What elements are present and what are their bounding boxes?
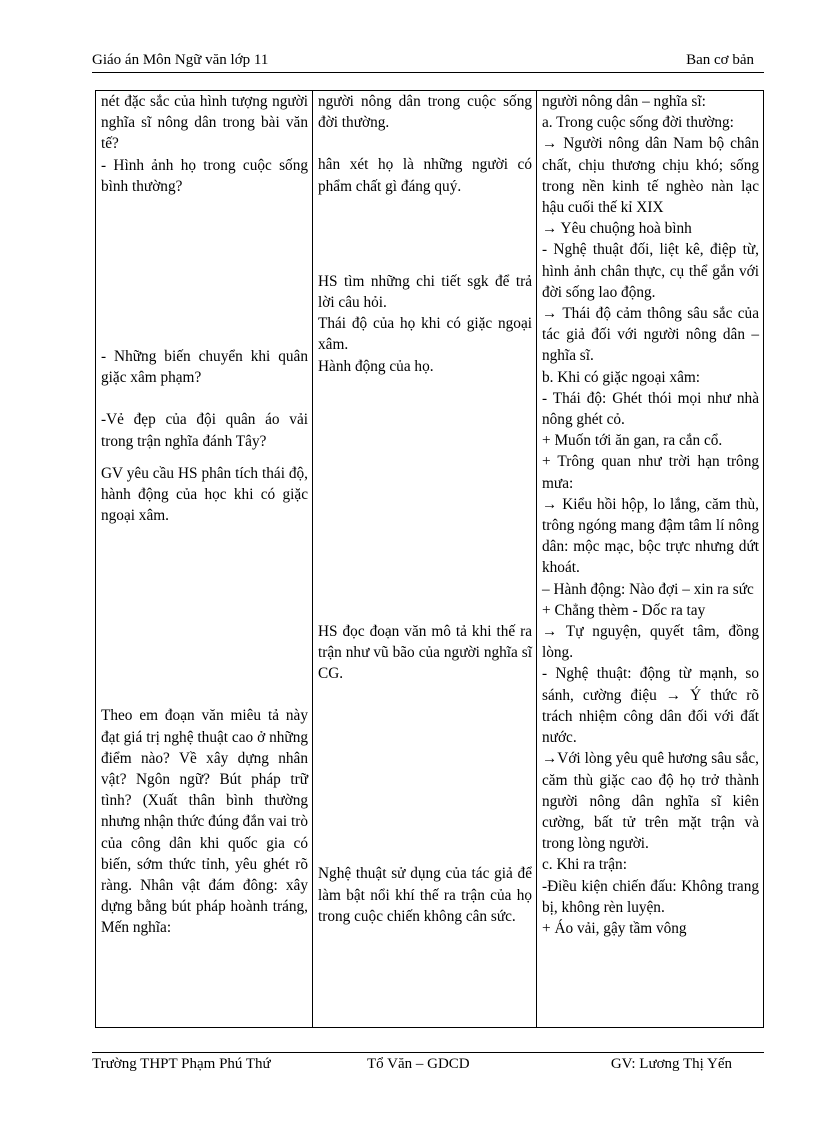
list-item: + Trông quan như trời hạn trông mưa:	[542, 453, 759, 492]
list-item: HS tìm những chi tiết sgk để trả lời câu hỏi.	[318, 272, 532, 312]
list-item: nét đặc sắc của hình tượng người nghĩa sĩ nông dân trong bài văn tế?	[101, 93, 308, 153]
list-item: HS đọc đoạn văn mô tả khi thế ra trận như vũ bão của người nghĩa sĩ CG.	[318, 622, 532, 683]
list-item: người nông dân – nghĩa sĩ:	[542, 93, 706, 110]
footer-school: Trường THPT Phạm Phú Thứ	[92, 1056, 271, 1072]
page-footer	[92, 1052, 764, 1072]
list-item: → Yêu chuộng hoà bình	[542, 220, 692, 238]
list-item: - Nghệ thuật đối, liệt kê, điệp từ, hình ảnh chân thực, cụ thể gắn với đời sống lao động.	[542, 241, 759, 301]
list-item: b. Khi có giặc ngoại xâm:	[542, 368, 701, 386]
list-item: Nghệ thuật sử dụng của tác giả để làm bật nổi khí thế ra trận của họ trong cuộc chiến không cân sức.	[318, 865, 532, 925]
list-item: người nông dân trong cuộc sống đời thường.	[318, 93, 532, 132]
content-notes-column	[537, 91, 764, 1028]
list-item: -Điều kiện chiến đấu: Không trang bị, không rèn luyện.	[542, 877, 759, 916]
list-item: Theo em đoạn văn miêu tả này đạt giá trị nghệ thuật cao ở những điểm nào? Về xây dựng nhân vật? Ngôn ngữ? Bút pháp trữ tình? (Xuất thân bình thường nhưng nhận thức đúng đắn vai trò của công dân khi quốc gia có biến, sớm thức tỉnh, yêu ghét rõ ràng. Nhân vật đám đông: xây dựng bằng bút pháp hoành tráng, Mến nghĩa:	[101, 707, 308, 937]
list-item: -Vẻ đẹp của đội quân áo vải trong trận nghĩa đánh Tây?	[101, 411, 308, 450]
list-item: c. Khi ra trận:	[542, 856, 627, 874]
list-item: → Kiểu hồi hộp, lo lắng, căm thù, trông ngóng mang đậm tâm lí nông dân: mộc mạc, bộc trực nhưng dứt khoát.	[542, 495, 759, 577]
teacher-questions-column	[96, 91, 313, 1028]
list-item: - Nghệ thuật: động từ mạnh, so sánh, cường điệu → Ý thức rõ trách nhiệm công dân đối với đất nước.	[542, 665, 759, 747]
list-item: + Áo vải, gậy tầm vông	[542, 919, 687, 937]
list-item: - Hình ảnh họ trong cuộc sống bình thường?	[101, 156, 308, 195]
list-item: →Với lòng yêu quê hương sâu sắc, căm thù giặc cao độ họ trở thành người nông dân nghĩa sĩ kiên cường, bất tử trên mặt trận và trong lòng người.	[542, 750, 759, 853]
list-item: hân xét họ là những người có phẩm chất gì đáng quý.	[318, 156, 532, 195]
list-item: - Thái độ: Ghét thói mọi như nhà nông ghét cỏ.	[542, 389, 759, 429]
list-item: + Muốn tới ăn gan, ra cắn cổ.	[542, 432, 723, 450]
footer-department: Tổ Văn – GDCD	[367, 1056, 470, 1072]
list-item: Hành động của họ.	[318, 357, 434, 375]
lesson-table	[95, 90, 764, 1028]
list-item: a. Trong cuộc sống đời thường:	[542, 114, 734, 132]
header-track: Ban cơ bản	[686, 52, 754, 68]
page-header	[92, 50, 764, 73]
list-item: + Chẳng thèm - Dốc ra tay	[542, 601, 706, 619]
list-item: → Tự nguyện, quyết tâm, đồng lòng.	[542, 623, 759, 662]
list-item: – Hành động: Nào đợi – xin ra sức	[542, 580, 754, 598]
list-item: → Người nông dân Nam bộ chân chất, chịu thương chịu khó; sống trong nền kinh tế nghèo nàn lạc hậu cuối thế kỉ XIX	[542, 135, 759, 217]
table-row	[96, 91, 764, 1028]
list-item: → Thái độ cảm thông sâu sắc của tác giả đối với người nông dân – nghĩa sĩ.	[542, 305, 759, 365]
header-subject: Giáo án Môn Ngữ văn lớp 11	[92, 52, 269, 68]
footer-teacher: GV: Lương Thị Yến	[610, 1056, 732, 1072]
student-activities-column	[313, 91, 537, 1028]
list-item: GV yêu cầu HS phân tích thái độ, hành động của học khi có giặc ngoại xâm.	[101, 464, 308, 525]
list-item: Thái độ của họ khi có giặc ngoại xâm.	[318, 315, 532, 354]
list-item: - Những biến chuyển khi quân giặc xâm phạm?	[101, 348, 308, 387]
